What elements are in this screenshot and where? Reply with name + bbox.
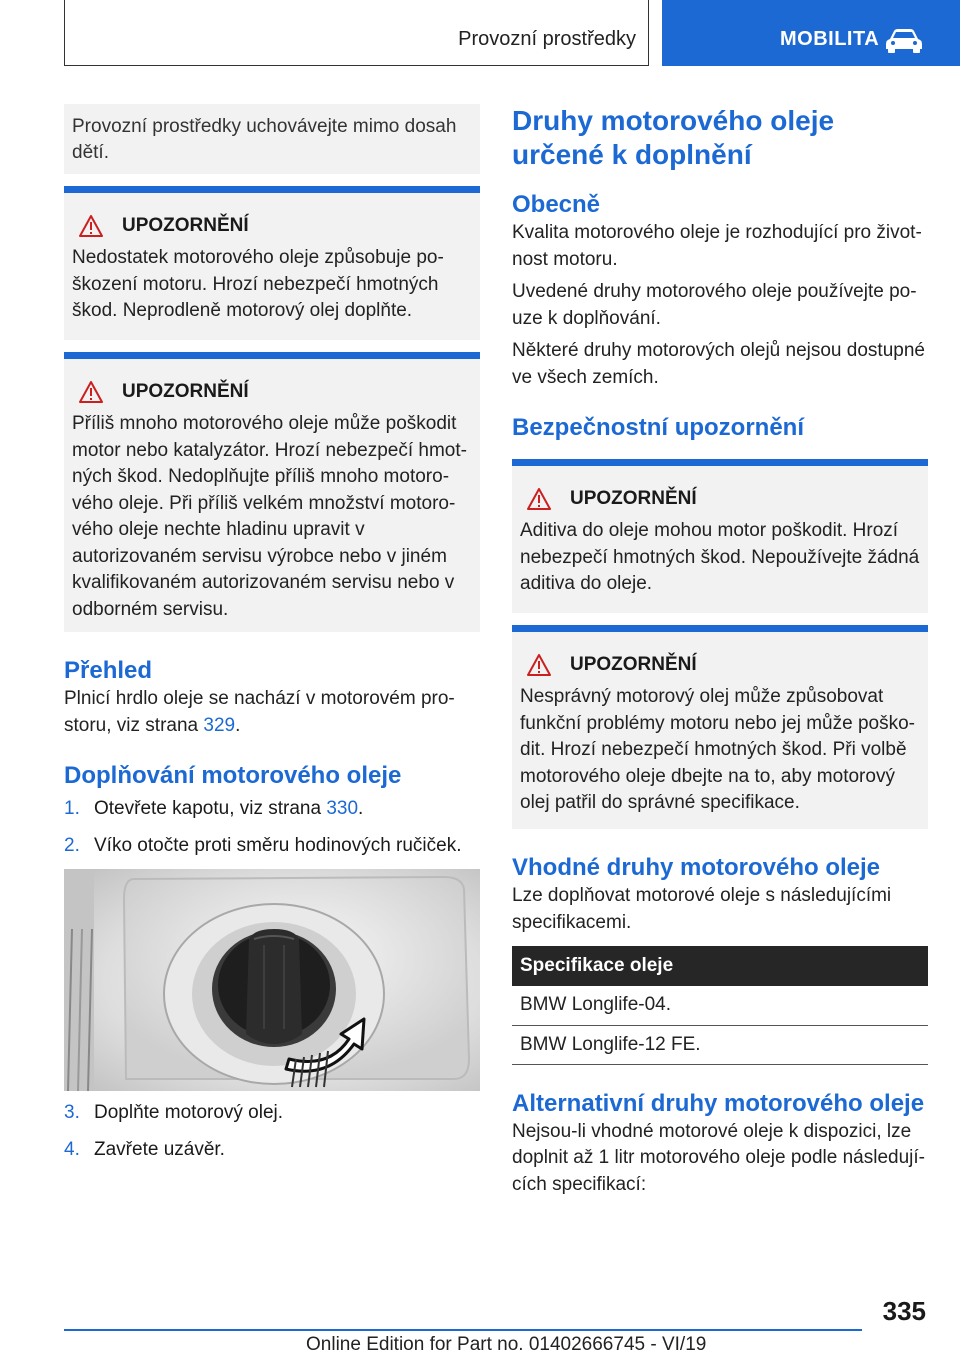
warning-title xyxy=(72,377,472,407)
section-heading-general: Obecně xyxy=(512,191,601,218)
warning-title-text: UPOZORNĚNÍ xyxy=(122,215,249,236)
car-icon xyxy=(884,26,924,54)
warning-title-text: UPOZORNĚNÍ xyxy=(570,654,697,675)
left-column xyxy=(64,104,480,1173)
warning-text: Příliš mnoho motorového oleje může poškodit motor nebo katalyzátor. Hrozí nebezpečí hmotných škod. Nedoplňujte příliš mnoho motorového oleje. Při příliš velkém množství motorového oleje nechte hladinu upravit v autorizovaném servisu výrobce nebo v jiném kvalifikovaném autorizovaném servisu nebo v odborném servisu. xyxy=(72,413,467,620)
header-chapter-title: MOBILITA xyxy=(780,28,880,50)
warning-text: Nesprávný motorový olej může způsobovat funkční problémy motoru nebo jej může poškodit. Hrozí nebezpečí hmotných škod. Při volbě motorového oleje dbejte na to, aby motorový olej patřil do správné specifikace. xyxy=(520,686,915,813)
warning-triangle-icon xyxy=(78,214,104,238)
section-heading-refill: Doplňování motorového oleje xyxy=(64,762,402,789)
general-paragraph-3: Některé druhy motorových olejů nejsou dostupné ve všech zemích. xyxy=(512,340,925,388)
table-row xyxy=(512,986,928,1025)
warning-title xyxy=(520,650,920,680)
overview-paragraph: Plnicí hrdlo oleje se nachází v motorovém prostoru, viz strana 329. xyxy=(64,688,455,736)
warning-title xyxy=(520,484,920,514)
warning-box-3 xyxy=(512,459,928,613)
warning-triangle-icon xyxy=(526,653,552,677)
page-number: 335 xyxy=(882,1296,926,1326)
general-paragraph-1: Kvalita motorového oleje je rozhodující pro životnost motoru. xyxy=(512,222,922,270)
header-section-box xyxy=(64,0,649,66)
header-chapter-tab[interactable] xyxy=(662,0,960,66)
section-heading-safety: Bezpečnostní upozornění xyxy=(512,414,805,441)
right-column xyxy=(512,104,928,1198)
warning-text: Nedostatek motorového oleje způsobuje poškození motoru. Hrozí nebezpečí hmotných škod. Neprodleně motorový olej doplňte. xyxy=(72,247,444,321)
warning-title-text: UPOZORNĚNÍ xyxy=(570,488,697,509)
list-item: 2. Víko otočte proti směru hodinových ručiček. xyxy=(64,835,462,856)
suitable-paragraph: Lze doplňovat motorové oleje s následujícími specifikacemi. xyxy=(512,885,892,933)
section-heading-alternative: Alternativní druhy motorového oleje xyxy=(512,1089,925,1117)
section-heading-suitable: Vhodné druhy motorového oleje xyxy=(512,854,881,881)
page-header xyxy=(0,0,960,66)
footer-rule xyxy=(64,1329,862,1331)
section-heading-overview: Přehled xyxy=(64,657,153,684)
header-section-title: Provozní prostředky xyxy=(458,28,636,50)
warning-title-text: UPOZORNĚNÍ xyxy=(122,381,249,402)
alternative-paragraph: Nejsou-li vhodné motorové oleje k dispozici, lze doplnit až 1 litr motorového oleje podle následujících specifikací: xyxy=(512,1120,925,1195)
table-row xyxy=(512,1025,928,1064)
warning-triangle-icon xyxy=(526,487,552,511)
spec-cell: BMW Longlife-12 FE. xyxy=(512,1025,928,1064)
warning-box-1 xyxy=(64,186,480,340)
steps-list-b xyxy=(64,1099,480,1173)
main-heading: Druhy motorového oleje určené k doplnění xyxy=(512,105,835,170)
page-link-329[interactable]: 329 xyxy=(203,714,236,736)
warning-box-4 xyxy=(512,625,928,829)
list-item: 3. Doplňte motorový olej. xyxy=(64,1102,284,1123)
list-item: 4. Zavřete uzávěr. xyxy=(64,1139,225,1160)
notice-box xyxy=(64,104,480,174)
spec-table-header: Specifikace oleje xyxy=(512,946,928,986)
warning-box-2 xyxy=(64,352,480,632)
steps-list-a xyxy=(64,795,480,869)
page-link-330[interactable]: 330 xyxy=(326,798,359,819)
spec-table xyxy=(512,946,928,1065)
warning-triangle-icon xyxy=(78,380,104,404)
general-paragraph-2: Uvedené druhy motorového oleje používejte pouze k doplňování. xyxy=(512,281,917,329)
warning-title xyxy=(72,211,472,241)
notice-text: Provozní prostředky uchovávejte mimo dosah dětí. xyxy=(72,116,457,163)
oil-cap-photo xyxy=(64,869,480,1091)
spec-cell: BMW Longlife-04. xyxy=(512,986,928,1025)
edition-text: Online Edition for Part no. 01402666745 - VI/19 xyxy=(306,1334,707,1355)
warning-text: Aditiva do oleje mohou motor poškodit. Hrozí nebezpečí hmotných škod. Nepoužívejte žádná aditiva do oleje. xyxy=(520,520,920,594)
list-item: 1. Otevřete kapotu, viz strana 330. xyxy=(64,798,364,819)
